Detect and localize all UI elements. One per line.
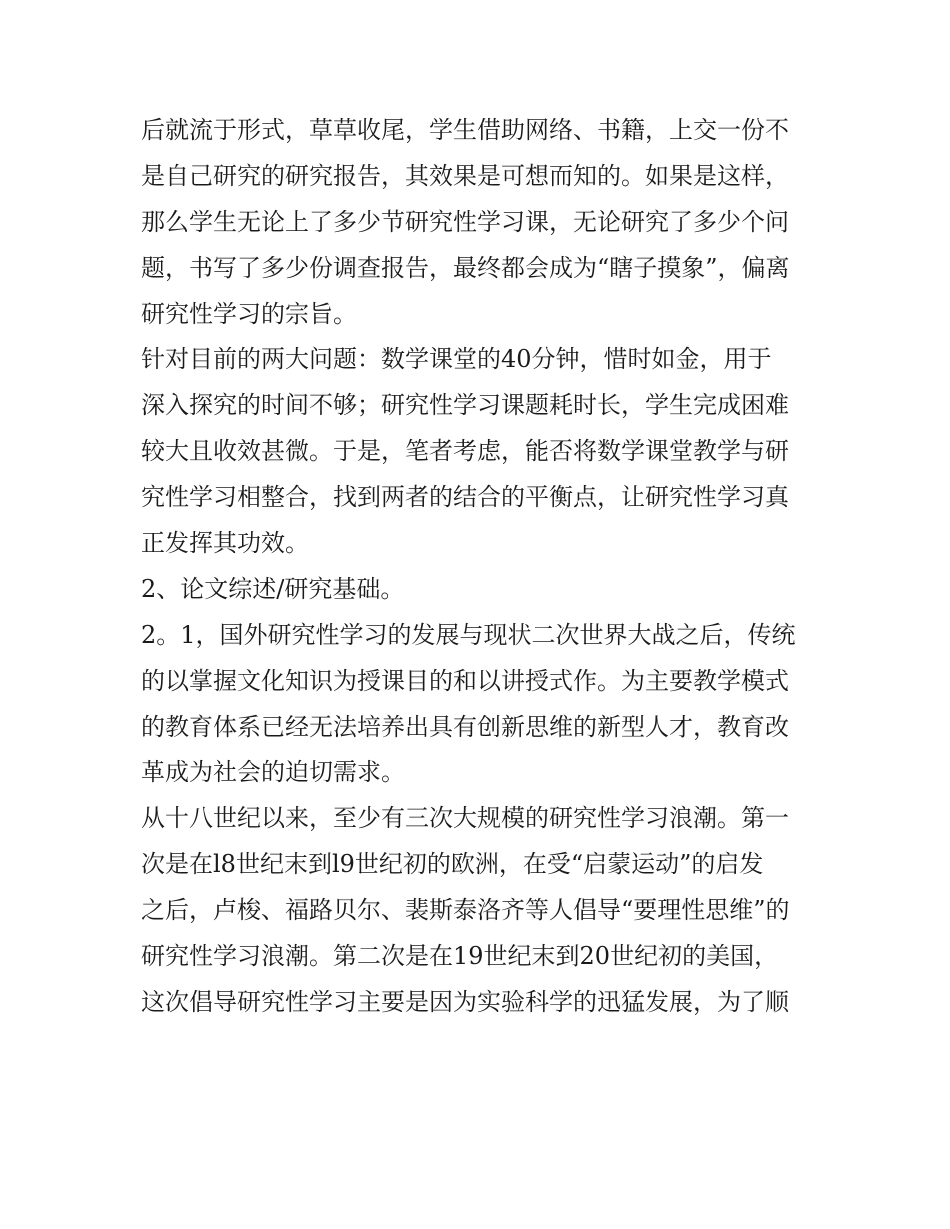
text-line: 深入探究的时间不够；研究性学习课题耗时长，学生完成困难 [141,391,789,420]
section-heading: 2、论文综述/研究基础。 [141,574,405,603]
text-line: 正发挥其功效。 [141,529,309,558]
text-line: 之后，卢梭、福路贝尔、裴斯泰洛齐等人倡导“要理性思维”的 [141,896,790,925]
text-line: 那么学生无论上了多少节研究性学习课，无论研究了多少个问 [141,207,789,236]
text-line: 针对目前的两大问题：数学课堂的40分钟，惜时如金，用于 [141,345,772,374]
body-text [141,108,816,1026]
text-line: 研究性学习浪潮。第二次是在19世纪末到20世纪初的美国， [141,942,779,971]
text-line: 次是在l8世纪末到l9世纪初的欧洲，在受“启蒙运动”的启发 [141,850,764,879]
text-line: 后就流于形式，草草收尾，学生借助网络、书籍，上交一份不 [141,116,789,144]
text-line: 是自己研究的研究报告，其效果是可想而知的。如果是这样， [141,161,789,190]
text-line: 从十八世纪以来，至少有三次大规模的研究性学习浪潮。第一 [141,804,789,833]
text-line: 2。1，国外研究性学习的发展与现状二次世界大战之后，传统 [141,620,796,649]
text-line: 的以掌握文化知识为授课目的和以讲授式作。为主要教学模式 [141,666,789,695]
text-line: 这次倡导研究性学习主要是因为实验科学的迅猛发展，为了顺 [141,987,789,1016]
text-line: 较大且收效甚微。于是，笔者考虑，能否将数学课堂教学与研 [141,437,789,466]
text-line: 研究性学习的宗旨。 [141,299,357,328]
text-line: 题，书写了多少份调查报告，最终都会成为“瞎子摸象”，偏离 [141,253,790,282]
text-line: 究性学习相整合，找到两者的结合的平衡点，让研究性学习真 [141,483,789,512]
text-line: 的教育体系已经无法培养出具有创新思维的新型人才，教育改 [141,712,789,741]
text-line: 革成为社会的迫切需求。 [141,758,405,787]
